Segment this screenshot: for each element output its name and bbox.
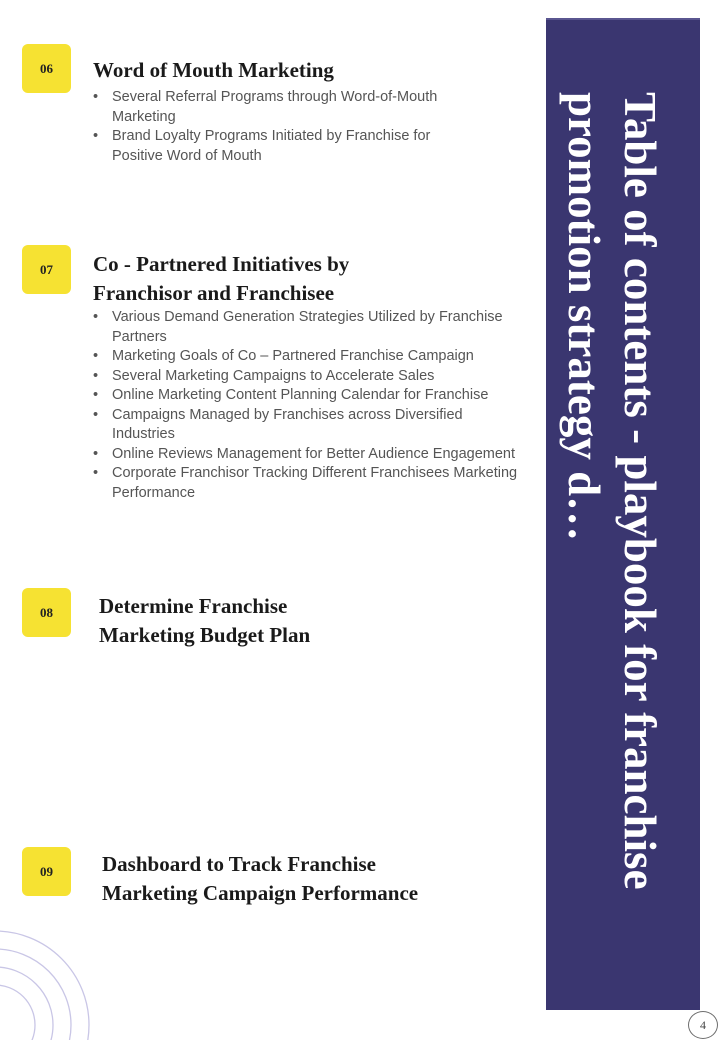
list-item[interactable]: • Brand Loyalty Programs Initiated by Franchise for Positive Word of Mouth — [92, 127, 484, 166]
list-item[interactable]: • Corporate Franchisor Tracking Different Franchisees Marketing Performance — [92, 464, 524, 503]
section-number-badge: 09 — [22, 847, 71, 896]
decorative-circles — [0, 915, 100, 1040]
list-item[interactable]: • Online Reviews Management for Better Audience Engagement — [92, 445, 524, 465]
section-heading[interactable]: Word of Mouth Marketing — [93, 58, 334, 82]
section-heading[interactable]: Co - Partnered Initiatives by Franchisor and Franchisee — [93, 252, 350, 305]
list-item[interactable]: • Various Demand Generation Strategies Utilized by Franchise Partners — [92, 308, 524, 347]
page-title: Table of contents - playbook for franchise promotion strategy d… — [559, 92, 665, 890]
section-bullet-list — [92, 308, 524, 503]
section-number-badge: 06 — [22, 44, 71, 93]
page-number: 4 — [688, 1011, 718, 1039]
list-item[interactable]: • Online Marketing Content Planning Calendar for Franchise — [92, 386, 524, 406]
section-bullet-list — [92, 88, 484, 166]
section-heading[interactable]: Dashboard to Track Franchise Marketing Campaign Performance — [102, 852, 419, 905]
section-heading[interactable]: Determine Franchise Marketing Budget Plan — [99, 594, 311, 647]
list-item[interactable]: • Several Marketing Campaigns to Accelerate Sales — [92, 367, 524, 387]
list-item[interactable]: • Campaigns Managed by Franchises across Diversified Industries — [92, 406, 524, 445]
list-item[interactable]: • Several Referral Programs through Word-of-Mouth Marketing — [92, 88, 484, 127]
list-item[interactable]: • Marketing Goals of Co – Partnered Franchise Campaign — [92, 347, 524, 367]
section-number-badge: 08 — [22, 588, 71, 637]
section-number-badge: 07 — [22, 245, 71, 294]
